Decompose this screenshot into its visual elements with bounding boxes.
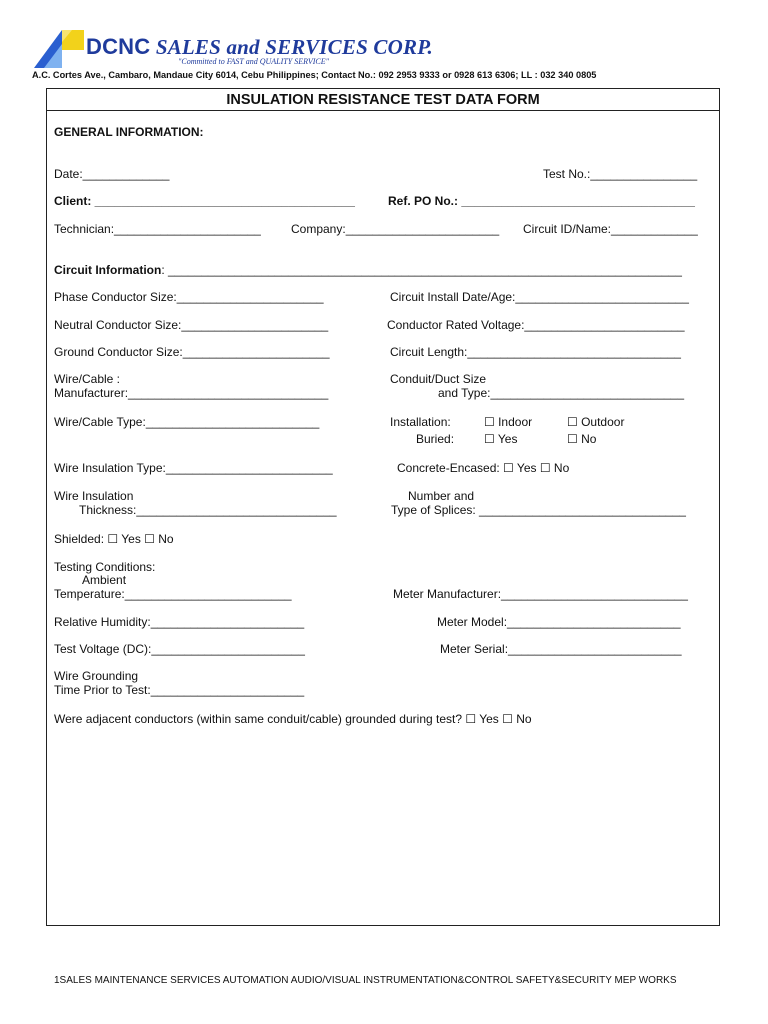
test-no-field[interactable]: Test No.:________________ <box>543 167 698 181</box>
humidity-field[interactable]: Relative Humidity:_______________________ <box>54 615 305 629</box>
splices-label: Number and <box>408 489 475 503</box>
concrete-encased-options[interactable]: Concrete-Encased: ☐ Yes ☐ No <box>397 461 570 475</box>
company-logo-icon <box>34 30 84 68</box>
phase-conductor-field[interactable]: Phase Conductor Size:______________________ <box>54 290 324 304</box>
circuit-info-line: : _____________________________________________________________________________ <box>161 263 682 277</box>
company-tagline: "Committed to FAST and QUALITY SERVICE" <box>178 57 329 66</box>
temperature-field[interactable]: Temperature:_________________________ <box>54 587 292 601</box>
company-field[interactable]: Company:_______________________ <box>291 222 500 236</box>
date-field[interactable]: Date:_____________ <box>54 167 170 181</box>
client-field[interactable]: Client: _______________________________________ <box>54 194 355 208</box>
installation-label: Installation: <box>390 415 451 429</box>
conduit-type-field[interactable]: and Type:_____________________________ <box>438 386 685 400</box>
splices-type-field[interactable]: Type of Splices: _______________________________ <box>391 503 686 517</box>
rated-voltage-field[interactable]: Conductor Rated Voltage:________________________ <box>387 318 685 332</box>
form-title: INSULATION RESISTANCE TEST DATA FORM <box>46 88 720 111</box>
brand-suffix: SALES and SERVICES CORP. <box>155 35 433 59</box>
ambient-label: Ambient <box>82 573 127 587</box>
conduit-label: Conduit/Duct Size <box>390 372 487 386</box>
outdoor-checkbox[interactable]: ☐ Outdoor <box>567 415 625 429</box>
wire-insulation-type-field[interactable]: Wire Insulation Type:_________________________ <box>54 461 333 475</box>
buried-label: Buried: <box>416 432 455 446</box>
thickness-field[interactable]: Thickness:______________________________ <box>79 503 337 517</box>
circuit-id-field[interactable]: Circuit ID/Name:_____________ <box>523 222 698 236</box>
brand-prefix: DCNC <box>86 34 151 59</box>
meter-serial-field[interactable]: Meter Serial:__________________________ <box>440 642 682 656</box>
circuit-info-label: Circuit Information <box>54 263 162 277</box>
wire-cable-type-field[interactable]: Wire/Cable Type:__________________________ <box>54 415 320 429</box>
buried-yes-checkbox[interactable]: ☐ Yes <box>484 432 518 446</box>
circuit-info-field[interactable] <box>54 263 682 277</box>
wire-insulation-label: Wire Insulation <box>54 489 134 503</box>
circuit-length-field[interactable]: Circuit Length:________________________________ <box>390 345 681 359</box>
neutral-conductor-field[interactable]: Neutral Conductor Size:______________________ <box>54 318 329 332</box>
technician-field[interactable]: Technician:______________________ <box>54 222 261 236</box>
testing-conditions-label: Testing Conditions: <box>54 560 156 574</box>
footer-services: 1SALES MAINTENANCE SERVICES AUTOMATION AUDIO/VISUAL INSTRUMENTATION&CONTROL SAFETY&SECURITY MEP WORKS <box>54 975 677 986</box>
ref-po-field[interactable]: Ref. PO No.: ___________________________________ <box>388 194 695 208</box>
indoor-checkbox[interactable]: ☐ Indoor <box>484 415 533 429</box>
manufacturer-field[interactable]: Manufacturer:______________________________ <box>54 386 329 400</box>
ground-conductor-field[interactable]: Ground Conductor Size:______________________ <box>54 345 330 359</box>
company-address: A.C. Cortes Ave., Cambaro, Mandaue City 6014, Cebu Philippines; Contact No.: 092 2953 9333 or 0928 613 6306; LL : 032 340 0805 <box>32 70 597 80</box>
grounding-time-field[interactable]: Time Prior to Test:_______________________ <box>54 683 305 697</box>
buried-no-checkbox[interactable]: ☐ No <box>567 432 597 446</box>
meter-manufacturer-field[interactable]: Meter Manufacturer:____________________________ <box>393 587 688 601</box>
meter-model-field[interactable]: Meter Model:__________________________ <box>437 615 681 629</box>
install-date-field[interactable]: Circuit Install Date/Age:__________________________ <box>390 290 689 304</box>
general-info-heading: GENERAL INFORMATION: <box>54 125 204 139</box>
adjacent-grounded-question[interactable]: Were adjacent conductors (within same conduit/cable) grounded during test? ☐ Yes ☐ No <box>54 712 532 726</box>
test-voltage-field[interactable]: Test Voltage (DC):_______________________ <box>54 642 305 656</box>
wire-cable-label: Wire/Cable : <box>54 372 121 386</box>
wire-grounding-label: Wire Grounding <box>54 669 139 683</box>
shielded-options[interactable]: Shielded: ☐ Yes ☐ No <box>54 532 174 546</box>
